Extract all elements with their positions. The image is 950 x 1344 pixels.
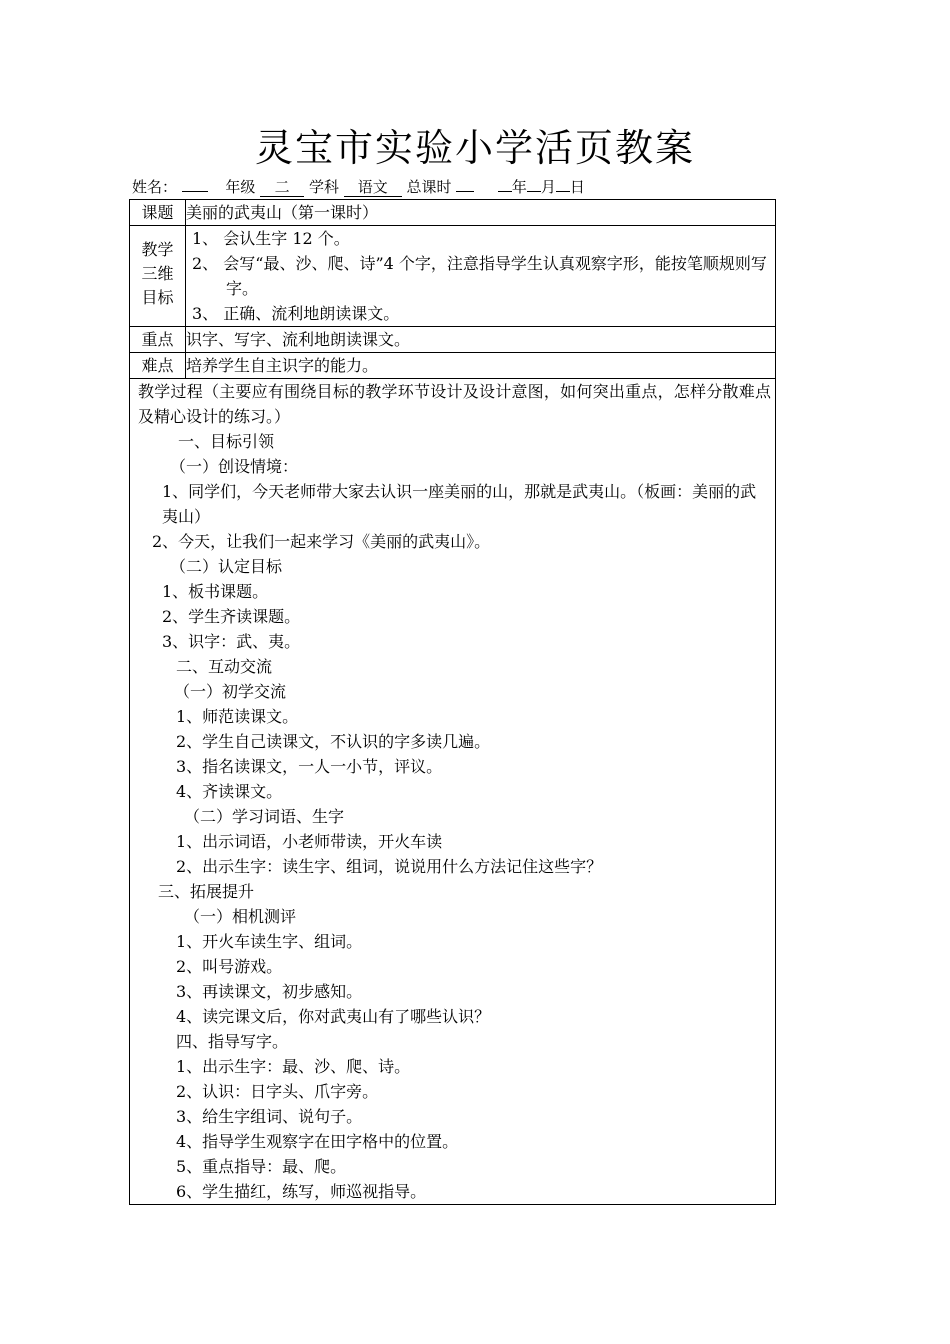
subsection-heading: （一）初学交流 xyxy=(174,682,287,701)
hours-label: 总课时 xyxy=(406,178,452,196)
process-line: 3、再读课文，初步感知。 xyxy=(176,982,363,1001)
name-blank xyxy=(182,191,208,192)
goals-label: 教学三维目标 xyxy=(130,226,186,327)
process-line: 1、开火车读生字、组词。 xyxy=(176,932,363,951)
process-line: 2、叫号游戏。 xyxy=(176,957,283,976)
key-value: 识字、写字、流利地朗读课文。 xyxy=(186,327,776,353)
goals-row xyxy=(130,226,776,327)
topic-label: 课题 xyxy=(130,200,186,226)
lesson-plan-table xyxy=(129,199,776,1205)
process-line: 2、学生齐读课题。 xyxy=(162,607,301,626)
subject-value: 语文 xyxy=(344,178,402,197)
process-line: 3、识字：武、夷。 xyxy=(162,632,301,651)
month-label: 月 xyxy=(540,178,556,196)
process-line: 1、师范读课文。 xyxy=(176,707,299,726)
hours-blank xyxy=(456,191,474,192)
process-line: 4、齐读课文。 xyxy=(176,782,283,801)
subsection-heading: （一）创设情境： xyxy=(170,457,299,476)
goal-item: 1、 会认生字 12 个。 xyxy=(192,229,350,248)
key-label: 重点 xyxy=(130,327,186,353)
meta-line xyxy=(132,176,585,198)
grade-value: 二 xyxy=(260,178,304,197)
subsection-heading: （二）认定目标 xyxy=(170,557,283,576)
process-line: 4、读完课文后，你对武夷山有了哪些认识？ xyxy=(176,1007,491,1026)
name-label: 姓名： xyxy=(132,178,178,196)
document-title: 灵宝市实验小学活页教案 xyxy=(254,126,695,170)
grade-label: 年级 xyxy=(225,178,256,196)
process-line: 1、出示生字：最、沙、爬、诗。 xyxy=(176,1057,411,1076)
process-line: 3、给生字组词、说句子。 xyxy=(176,1107,363,1126)
process-intro: 教学过程（主要应有围绕目标的教学环节设计及设计意图，如何突出重点，怎样分散难点及精心设计的练习。） xyxy=(138,382,771,426)
year-label: 年 xyxy=(511,178,527,196)
section-heading: 一、目标引领 xyxy=(178,432,275,451)
key-row xyxy=(130,327,776,353)
process-line: 3、指名读课文，一人一小节，评议。 xyxy=(176,757,443,776)
difficulty-value: 培养学生自主识字的能力。 xyxy=(186,353,776,379)
process-line: 6、学生描红，练写，师巡视指导。 xyxy=(176,1182,427,1201)
day-blank xyxy=(556,191,570,192)
subsection-heading: （二）学习词语、生字 xyxy=(184,807,345,826)
process-line: 1、板书课题。 xyxy=(162,582,269,601)
topic-row xyxy=(130,200,776,226)
process-line: 2、学生自己读课文，不认识的字多读几遍。 xyxy=(176,732,491,751)
process-line: 1、出示词语，小老师带读，开火车读 xyxy=(176,832,443,851)
process-cell xyxy=(130,379,776,1205)
year-blank xyxy=(498,191,512,192)
process-row xyxy=(130,379,776,1205)
difficulty-label: 难点 xyxy=(130,353,186,379)
process-line: 4、指导学生观察字在田字格中的位置。 xyxy=(176,1132,459,1151)
difficulty-row xyxy=(130,353,776,379)
goal-item: 3、 正确、流利地朗读课文。 xyxy=(192,304,400,323)
process-line: 2、今天，让我们一起来学习《美丽的武夷山》。 xyxy=(152,532,491,551)
goal-item: 2、 会写“最、沙、爬、诗”4 个字，注意指导学生认真观察字形，能按笔顺规则写字。 xyxy=(192,254,767,298)
section-heading: 二、互动交流 xyxy=(176,657,273,676)
process-line: 2、认识：日字头、爪字旁。 xyxy=(176,1082,379,1101)
section-heading: 三、拓展提升 xyxy=(158,882,255,901)
subsection-heading: （一）相机测评 xyxy=(184,907,297,926)
goals-cell xyxy=(186,226,776,327)
process-line: 2、出示生字：读生字、组词，说说用什么方法记住这些字？ xyxy=(176,857,603,876)
topic-value: 美丽的武夷山（第一课时） xyxy=(186,200,776,226)
process-line: 5、重点指导：最、爬。 xyxy=(176,1157,347,1176)
month-blank xyxy=(527,191,541,192)
process-line: 1、同学们，今天老师带大家去认识一座美丽的山，那就是武夷山。（板画：美丽的武夷山） xyxy=(162,482,757,526)
subject-label: 学科 xyxy=(308,178,339,196)
section-heading: 四、指导写字。 xyxy=(176,1032,289,1051)
day-label: 日 xyxy=(569,178,585,196)
